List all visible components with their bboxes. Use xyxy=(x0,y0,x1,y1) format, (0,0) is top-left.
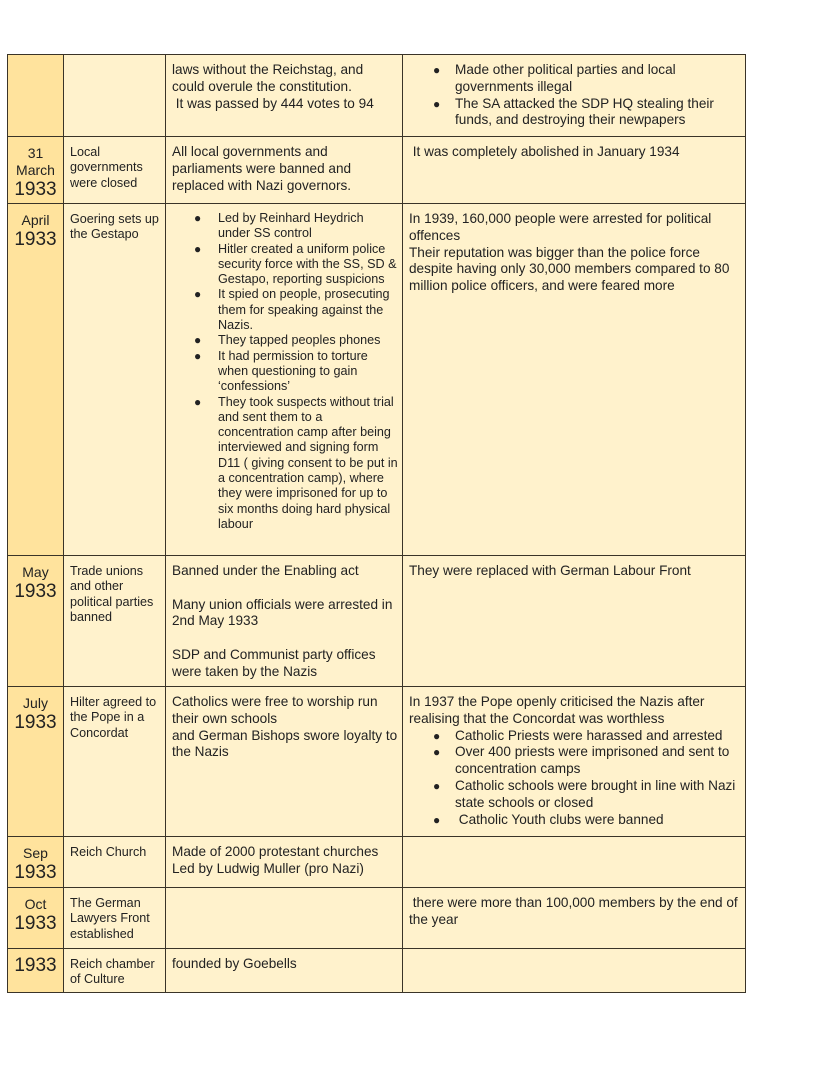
event-cell: Reich chamber of Culture xyxy=(64,949,166,993)
list-item: ● It spied on people, prosecuting them for speaking against the Nazis. xyxy=(194,287,390,333)
list-item: ● The SA attacked the SDP HQ stealing their funds, and destroying their newpapers xyxy=(433,95,714,128)
date-cell xyxy=(8,137,64,204)
bullet-icon: ● xyxy=(194,333,202,348)
list-item: ● Catholic Youth clubs were banned xyxy=(433,811,664,827)
bullet-icon: ● xyxy=(433,63,441,77)
list-item: ● Led by Reinhard Heydrich under SS control xyxy=(194,211,364,241)
event-cell: Trade unions and other political parties banned xyxy=(64,556,166,687)
date-label: May xyxy=(22,564,49,580)
detail-text: Catholics were free to worship run their own schools xyxy=(172,694,378,726)
detail-text: Banned under the Enabling act xyxy=(172,563,359,578)
table-row xyxy=(8,687,746,837)
list-item: ● Catholic Priests were harassed and arrested xyxy=(433,727,723,743)
date-year: 1933 xyxy=(14,913,57,934)
bullet-icon: ● xyxy=(433,96,441,111)
impact-cell xyxy=(403,204,746,556)
date-label: Oct xyxy=(24,896,47,912)
list-item: ● It had permission to torture when questioning to gain ‘confessions’ xyxy=(194,348,368,394)
date-label: July xyxy=(23,695,48,711)
timeline-table xyxy=(7,54,746,993)
detail-cell xyxy=(166,687,403,837)
bullet-icon: ● xyxy=(194,211,202,225)
event-cell: Hilter agreed to the Pope in a Concordat xyxy=(64,687,166,837)
date-year: 1933 xyxy=(14,179,57,200)
detail-text: Many union officials were arrested in 2nd May 1933 xyxy=(172,596,393,629)
event-cell: The German Lawyers Front established xyxy=(64,888,166,949)
impact-cell xyxy=(403,837,746,888)
impact-cell: there were more than 100,000 members by the end of the year xyxy=(403,888,746,949)
table-row xyxy=(8,204,746,556)
bullet-icon: ● xyxy=(433,812,441,827)
table-row xyxy=(8,888,746,949)
impact-cell: They were replaced with German Labour Front xyxy=(403,556,746,687)
table-row xyxy=(8,556,746,687)
detail-text: laws without the Reichstag, and could overule the constitution. xyxy=(172,62,364,94)
date-cell xyxy=(8,204,64,556)
detail-cell xyxy=(166,837,403,888)
detail-cell xyxy=(166,556,403,687)
event-cell xyxy=(64,55,166,137)
bullet-icon: ● xyxy=(433,778,441,793)
impact-list xyxy=(409,62,739,129)
impact-cell xyxy=(403,687,746,837)
event-cell: Local governments were closed xyxy=(64,137,166,204)
table-row xyxy=(8,137,746,204)
bullet-icon: ● xyxy=(194,394,202,409)
detail-list xyxy=(172,211,398,532)
bullet-icon: ● xyxy=(194,348,202,363)
impact-text: In 1937 the Pope openly criticised the Nazis after realising that the Concordat was worthless xyxy=(409,694,705,726)
detail-cell xyxy=(166,204,403,556)
table-row xyxy=(8,55,746,137)
date-label: April xyxy=(21,212,50,228)
impact-text: In 1939, 160,000 people were arrested for political offences xyxy=(409,211,712,243)
date-cell xyxy=(8,837,64,888)
bullet-icon: ● xyxy=(194,241,202,256)
list-item: ● They took suspects without trial and sent them to a concentration camp after being interviewed and signing form D11 ( giving consent to be put in a concentration camp), where they were imprisoned for up to six months doing hard physical labour xyxy=(194,394,398,531)
date-cell xyxy=(8,687,64,837)
impact-cell: It was completely abolished in January 1934 xyxy=(403,137,746,204)
table-row xyxy=(8,837,746,888)
date-cell xyxy=(8,888,64,949)
date-year: 1933 xyxy=(14,862,57,883)
date-year: 1933 xyxy=(14,229,57,250)
impact-cell xyxy=(403,949,746,993)
date-year: 1933 xyxy=(14,955,57,976)
impact-cell xyxy=(403,55,746,137)
date-label: 31 March xyxy=(16,145,55,178)
date-cell xyxy=(8,55,64,137)
detail-cell: founded by Goebells xyxy=(166,949,403,993)
detail-text: Made of 2000 protestant churches xyxy=(172,844,379,859)
list-item: ● They tapped peoples phones xyxy=(194,333,381,348)
date-cell xyxy=(8,556,64,687)
detail-text: Led by Ludwig Muller (pro Nazi) xyxy=(172,860,364,876)
date-cell xyxy=(8,949,64,993)
impact-list xyxy=(409,728,739,829)
detail-text: SDP and Communist party offices were taken by the Nazis xyxy=(172,646,376,679)
list-item: ● Catholic schools were brought in line with Nazi state schools or closed xyxy=(433,777,736,810)
detail-cell xyxy=(166,55,403,137)
detail-cell xyxy=(166,888,403,949)
bullet-icon: ● xyxy=(433,728,441,743)
list-item: ● Hitler created a uniform police security force with the SS, SD & Gestapo, reporting suspicions xyxy=(194,241,397,287)
list-item: ● Made other political parties and local governments illegal xyxy=(433,62,676,94)
table-row xyxy=(8,949,746,993)
event-cell: Reich Church xyxy=(64,837,166,888)
bullet-icon: ● xyxy=(433,745,441,760)
bullet-icon: ● xyxy=(194,287,202,302)
detail-text: It was passed by 444 votes to 94 xyxy=(172,95,374,111)
date-year: 1933 xyxy=(14,581,57,602)
impact-text: Their reputation was bigger than the police force despite having only 30,000 members compared to 80 million police officers, and were feared more xyxy=(409,244,730,294)
date-label: Sep xyxy=(23,845,48,861)
date-year: 1933 xyxy=(14,712,57,733)
detail-text: and German Bishops swore loyalty to the Nazis xyxy=(172,727,398,760)
event-cell: Goering sets up the Gestapo xyxy=(64,204,166,556)
detail-cell: All local governments and parliaments were banned and replaced with Nazi governors. xyxy=(166,137,403,204)
list-item: ● Over 400 priests were imprisoned and sent to concentration camps xyxy=(433,744,730,777)
